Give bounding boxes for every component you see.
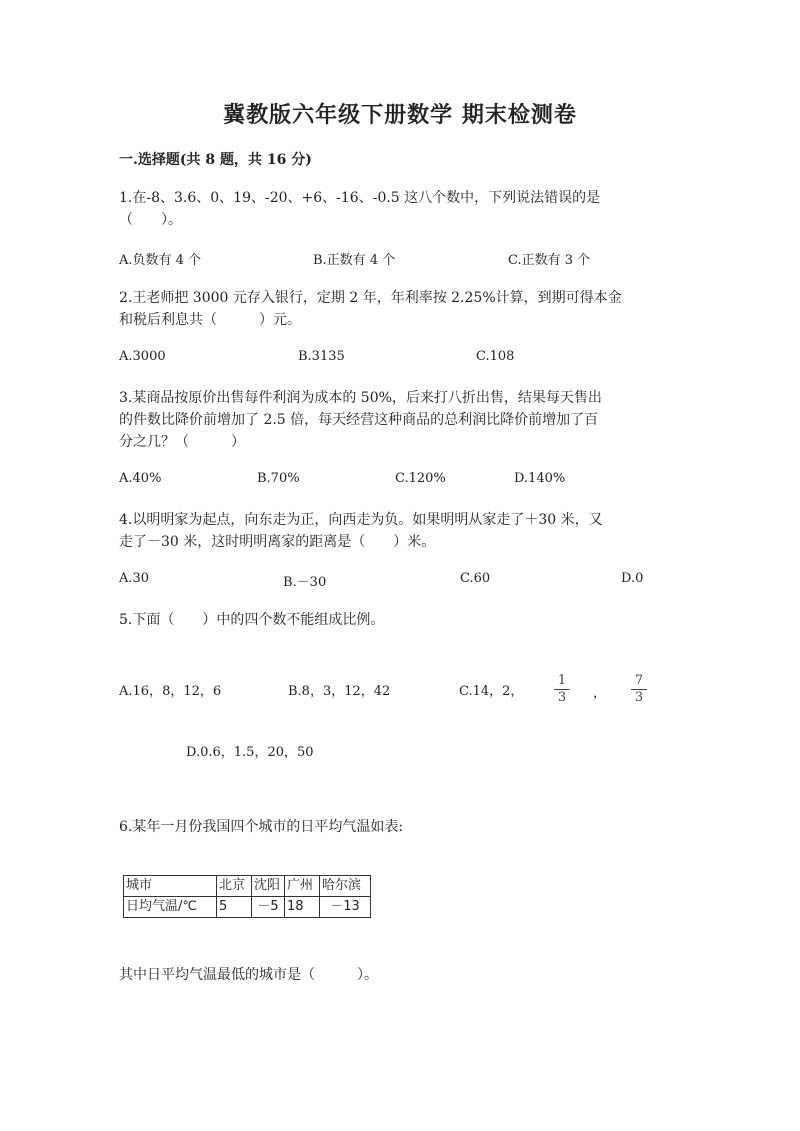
fraction-seven-thirds xyxy=(631,674,647,705)
question-2-option-c: C.108 xyxy=(476,349,515,364)
question-3-option-d: D.140% xyxy=(514,471,566,486)
table-cell: 城市 xyxy=(124,876,217,897)
table-row xyxy=(124,897,371,918)
question-2-option-a: A.3000 xyxy=(119,349,166,364)
table-cell: －13 xyxy=(320,897,371,918)
question-6-line-1: 6.某年一月份我国四个城市的日平均气温如表: xyxy=(119,819,404,835)
question-6-line-2: 其中日平均气温最低的城市是（ ）。 xyxy=(119,967,378,983)
table-cell: －5 xyxy=(252,897,285,918)
question-3-line-1: 3.某商品按原价出售每件利润为成本的 50%，后来打八折出售，结果每天售出 xyxy=(119,390,602,406)
fraction-one-third xyxy=(554,674,570,705)
table-cell: 5 xyxy=(217,897,252,918)
fraction-numerator: 7 xyxy=(634,673,644,688)
question-3-line-2: 的件数比降价前增加了 2.5 倍，每天经营这种商品的总利润比降价前增加了百 xyxy=(119,412,599,428)
question-1-line-2: （ ）。 xyxy=(119,212,182,228)
question-4-option-a: A.30 xyxy=(119,571,150,586)
question-5-option-d: D.0.6，1.5，20，50 xyxy=(186,745,314,760)
question-3-option-b: B.70% xyxy=(257,471,300,486)
question-5-option-a: A.16，8，12，6 xyxy=(119,684,222,699)
question-5-line-1: 5.下面（ ）中的四个数不能组成比例。 xyxy=(119,612,385,628)
question-4-option-b: B.－30 xyxy=(283,575,327,590)
question-5-option-c: C.14，2， xyxy=(459,684,524,699)
question-4-line-1: 4.以明明家为起点，向东走为正，向西走为负。如果明明从家走了＋30 米，又 xyxy=(119,512,603,528)
table-cell: 日均气温/℃ xyxy=(124,897,217,918)
table-cell: 广州 xyxy=(285,876,320,897)
question-4-option-c: C.60 xyxy=(460,571,491,586)
fraction-denominator: 3 xyxy=(557,690,567,705)
section-heading: 一.选择题(共 8 题，共 16 分) xyxy=(119,152,312,168)
fraction-numerator: 1 xyxy=(557,673,567,688)
table-cell: 北京 xyxy=(217,876,252,897)
fraction-denominator: 3 xyxy=(634,690,644,705)
question-1-option-c: C.正数有 3 个 xyxy=(508,253,591,268)
question-3-line-3: 分之几？（ ） xyxy=(119,434,245,450)
question-3-option-c: C.120% xyxy=(395,471,446,486)
question-1-line-1: 1.在-8、3.6、0、19、-20、+6、-16、-0.5 这八个数中，下列说法错误的是 xyxy=(119,190,601,206)
temperature-table xyxy=(123,875,371,918)
question-4-option-d: D.0 xyxy=(621,571,644,586)
question-2-line-1: 2.王老师把 3000 元存入银行，定期 2 年，年利率按 2.25%计算，到期可得本金 xyxy=(119,290,622,306)
question-2-option-b: B.3135 xyxy=(298,349,345,364)
question-2-line-2: 和税后利息共（ ）元。 xyxy=(119,312,301,328)
question-5-option-b: B.8，3，12，42 xyxy=(288,684,391,699)
question-1-option-b: B.正数有 4 个 xyxy=(313,253,396,268)
table-row xyxy=(124,876,371,897)
table-cell: 沈阳 xyxy=(252,876,285,897)
table-cell: 哈尔滨 xyxy=(320,876,371,897)
question-3-option-a: A.40% xyxy=(119,471,162,486)
fraction-separator: ， xyxy=(593,686,607,701)
question-1-option-a: A.负数有 4 个 xyxy=(119,253,202,268)
page-title: 冀教版六年级下册数学 期末检测卷 xyxy=(223,102,577,128)
question-4-line-2: 走了－30 米，这时明明离家的距离是（ ）米。 xyxy=(119,534,436,550)
table-cell: 18 xyxy=(285,897,320,918)
